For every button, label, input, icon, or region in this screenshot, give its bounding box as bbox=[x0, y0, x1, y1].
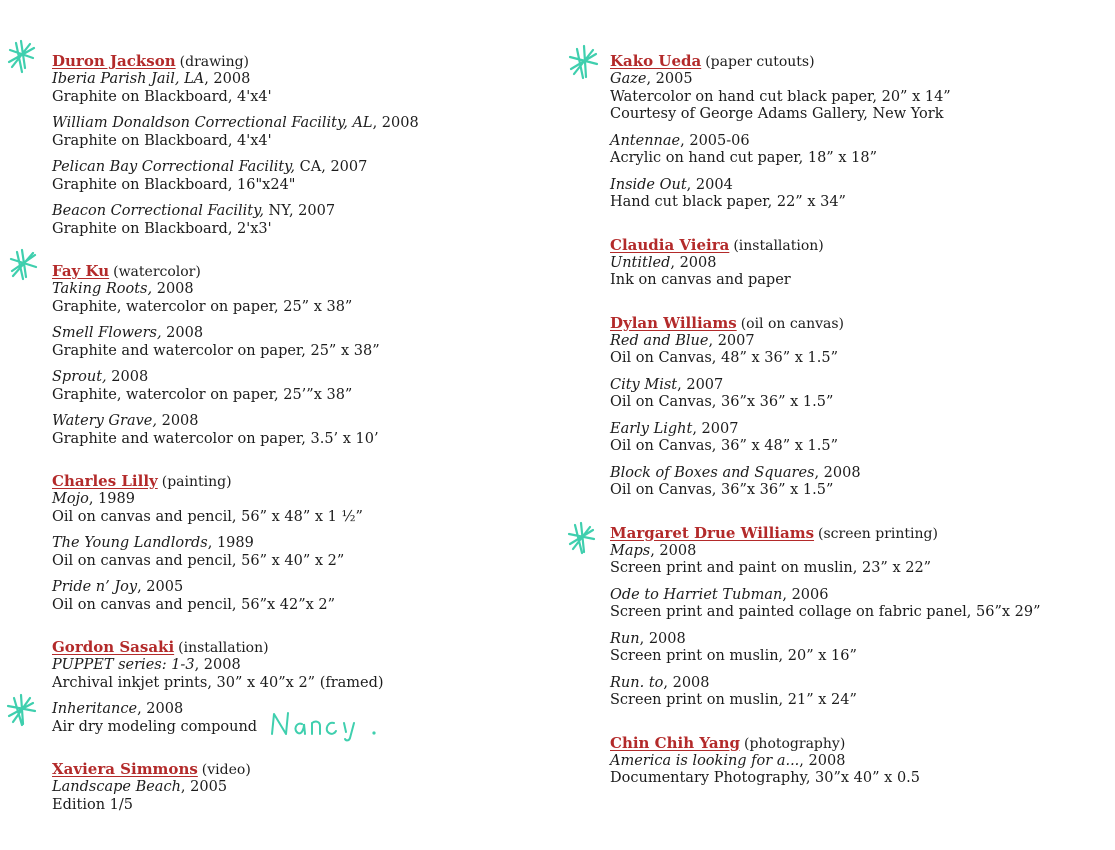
artwork-entry bbox=[52, 369, 552, 404]
artist-medium: (installation) bbox=[733, 237, 824, 254]
artwork-title: Landscape Beach bbox=[52, 779, 181, 795]
artwork-title: Red and Blue bbox=[610, 332, 709, 349]
artwork-entry bbox=[610, 675, 1090, 710]
artwork-details: Oil on Canvas, 36”x 36” x 1.5” bbox=[610, 394, 834, 410]
artwork-title: Sprout, bbox=[52, 369, 107, 385]
artist-entry bbox=[610, 236, 1090, 290]
artwork-entry bbox=[610, 421, 1090, 456]
artist-medium: (paper cutouts) bbox=[705, 54, 815, 70]
artist-heading bbox=[52, 52, 552, 71]
artist-heading bbox=[52, 760, 552, 779]
star-mark-duron-jackson bbox=[4, 38, 38, 74]
artwork-title: Run bbox=[610, 630, 640, 647]
artwork-entry bbox=[52, 281, 552, 316]
artist-works bbox=[610, 255, 1090, 290]
artwork-details: Watercolor on hand cut black paper, 20” x 14” bbox=[610, 88, 951, 105]
artist-medium: (drawing) bbox=[179, 54, 250, 70]
artwork-title: Gaze bbox=[610, 71, 647, 87]
artist-works bbox=[610, 753, 1090, 788]
artwork-year: 2008 bbox=[152, 281, 194, 297]
artwork-year: , 2005 bbox=[137, 579, 184, 595]
artist-name: Gordon Sasaki bbox=[52, 638, 175, 656]
artwork-title: Iberia Parish Jail, LA bbox=[52, 71, 205, 87]
artist-name: Kako Ueda bbox=[610, 52, 702, 70]
artwork-title: Block of Boxes and Squares bbox=[610, 464, 815, 481]
artist-works bbox=[610, 333, 1090, 500]
artist-works bbox=[610, 543, 1090, 710]
artwork-entry bbox=[52, 71, 552, 106]
artwork-details: Archival inkjet prints, 30” x 40”x 2” (framed) bbox=[52, 674, 384, 691]
artist-medium: (oil on canvas) bbox=[740, 315, 844, 332]
artwork-entry bbox=[52, 491, 552, 526]
artwork-details: Oil on canvas and pencil, 56” x 40” x 2” bbox=[52, 552, 345, 569]
artwork-title: Early Light bbox=[610, 420, 693, 437]
artist-entry bbox=[52, 760, 552, 814]
artwork-title: Untitled bbox=[610, 254, 671, 271]
artwork-title: Maps bbox=[610, 542, 651, 559]
artwork-details: Screen print and paint on muslin, 23” x 22” bbox=[610, 560, 932, 576]
star-mark-inheritance bbox=[4, 692, 38, 728]
artwork-details: Graphite on Blackboard, 16"x24" bbox=[52, 176, 296, 193]
artist-name: Dylan Williams bbox=[610, 313, 737, 332]
artwork-year: 2008 bbox=[161, 325, 204, 341]
artwork-year: , 1989 bbox=[207, 535, 254, 551]
artwork-entry bbox=[610, 71, 1090, 124]
artwork-details: Edition 1/5 bbox=[52, 796, 133, 813]
artwork-entry bbox=[52, 579, 552, 614]
artwork-details: Documentary Photography, 30”x 40” x 0.5 bbox=[610, 770, 921, 786]
artwork-year: , 2005-06 bbox=[680, 132, 750, 149]
artist-heading bbox=[52, 472, 552, 491]
artwork-title: William Donaldson Correctional Facility, AL bbox=[52, 115, 373, 131]
artwork-details: Screen print on muslin, 20” x 16” bbox=[610, 648, 857, 664]
artwork-year: NY, 2007 bbox=[263, 203, 336, 219]
artwork-details: Oil on Canvas, 48” x 36” x 1.5” bbox=[610, 350, 839, 366]
artwork-year: , 2007 bbox=[677, 376, 724, 393]
artwork-year: 2008 bbox=[156, 413, 199, 429]
artwork-title: PUPPET series: 1-3 bbox=[52, 657, 195, 673]
artwork-year: , 2007 bbox=[692, 420, 739, 437]
artwork-year: , 2008 bbox=[204, 71, 251, 87]
artwork-title: Ode to Harriet Tubman bbox=[610, 586, 783, 603]
artist-entry bbox=[610, 52, 1090, 212]
artwork-details: Ink on canvas and paper bbox=[610, 272, 791, 288]
artwork-entry bbox=[610, 133, 1090, 168]
artist-works bbox=[610, 71, 1090, 212]
artwork-entry bbox=[610, 255, 1090, 290]
artwork-year: , 2005 bbox=[646, 71, 693, 87]
artist-heading bbox=[610, 734, 1090, 753]
artist-name: Charles Lilly bbox=[52, 472, 158, 490]
artist-medium: (painting) bbox=[161, 474, 232, 490]
artwork-details: Screen print and painted collage on fabric panel, 56”x 29” bbox=[610, 604, 1041, 620]
artwork-title: Pelican Bay Correctional Facility, bbox=[52, 159, 296, 175]
artwork-entry bbox=[610, 753, 1090, 788]
artwork-entry bbox=[52, 779, 552, 814]
artist-name: Margaret Drue Williams bbox=[610, 523, 815, 542]
artwork-details: Graphite and watercolor on paper, 3.5’ x 10’ bbox=[52, 430, 379, 447]
artwork-year: , 2008 bbox=[137, 701, 184, 717]
artist-medium: (watercolor) bbox=[113, 264, 201, 280]
artwork-details: Air dry modeling compound bbox=[52, 718, 258, 735]
artwork-year: , 2008 bbox=[663, 674, 710, 691]
artwork-title: Antennae bbox=[610, 132, 681, 149]
artwork-title: Smell Flowers, bbox=[52, 325, 162, 341]
artwork-title: Watery Grave, bbox=[52, 413, 157, 429]
artwork-title: Pride n’ Joy bbox=[52, 579, 138, 595]
artwork-details: Oil on canvas and pencil, 56”x 42”x 2” bbox=[52, 596, 336, 613]
artwork-details: Acrylic on hand cut paper, 18” x 18” bbox=[610, 150, 877, 166]
artwork-year: , 2005 bbox=[180, 779, 228, 795]
artwork-year: , 2007 bbox=[708, 332, 755, 349]
handwritten-note bbox=[268, 708, 388, 742]
artist-medium: (screen printing) bbox=[818, 525, 938, 542]
artwork-details: Oil on Canvas, 36”x 36” x 1.5” bbox=[610, 482, 834, 498]
artist-entry bbox=[610, 524, 1090, 710]
artist-name: Xaviera Simmons bbox=[52, 760, 198, 778]
artist-heading bbox=[610, 236, 1090, 255]
artwork-entry bbox=[52, 413, 552, 448]
artwork-details: Graphite, watercolor on paper, 25” x 38” bbox=[52, 298, 353, 315]
artwork-entry bbox=[610, 177, 1090, 212]
artist-heading bbox=[610, 314, 1090, 333]
artist-works bbox=[52, 281, 552, 448]
artist-heading bbox=[52, 262, 552, 281]
artwork-details: Oil on Canvas, 36” x 48” x 1.5” bbox=[610, 438, 839, 454]
artist-entry bbox=[52, 262, 552, 448]
artwork-details: Screen print on muslin, 21” x 24” bbox=[610, 692, 857, 708]
artwork-year: , 1989 bbox=[88, 491, 135, 507]
artwork-credit: Courtesy of George Adams Gallery, New York bbox=[610, 106, 944, 122]
artwork-entry bbox=[610, 543, 1090, 578]
artist-medium: (video) bbox=[201, 762, 251, 778]
artwork-title: Taking Roots, bbox=[52, 281, 153, 297]
star-mark-fay-ku bbox=[6, 246, 40, 282]
artwork-year: , 2008 bbox=[194, 657, 241, 673]
artist-entry bbox=[52, 472, 552, 614]
artwork-details: Graphite on Blackboard, 2'x3' bbox=[52, 220, 272, 237]
artist-name: Fay Ku bbox=[52, 262, 110, 280]
artist-entry bbox=[610, 734, 1090, 788]
artwork-year: , 2008 bbox=[639, 630, 686, 647]
artwork-details: Graphite on Blackboard, 4'x4' bbox=[52, 88, 272, 105]
artist-name: Duron Jackson bbox=[52, 52, 176, 70]
artwork-title: City Mist bbox=[610, 376, 678, 393]
artwork-entry bbox=[610, 377, 1090, 412]
artwork-entry bbox=[52, 115, 552, 150]
artwork-entry bbox=[610, 333, 1090, 368]
artist-name: Claudia Vieira bbox=[610, 235, 730, 254]
artist-name: Chin Chih Yang bbox=[610, 733, 740, 752]
artwork-entry bbox=[52, 535, 552, 570]
artist-entry bbox=[52, 52, 552, 238]
artist-works bbox=[52, 491, 552, 614]
artwork-year: , 2008 bbox=[799, 752, 846, 769]
artwork-entry bbox=[52, 203, 552, 238]
artwork-year: , 2008 bbox=[814, 464, 861, 481]
artwork-title: Run. to bbox=[610, 674, 664, 691]
artwork-title: America is looking for a... bbox=[610, 752, 800, 769]
artwork-entry bbox=[52, 657, 552, 692]
artist-medium: (installation) bbox=[178, 640, 269, 656]
artist-medium: (photography) bbox=[744, 735, 846, 752]
artwork-year: , 2004 bbox=[686, 176, 733, 193]
artwork-year: , 2008 bbox=[650, 542, 697, 559]
artwork-entry bbox=[610, 587, 1090, 622]
right-column bbox=[610, 52, 1090, 812]
artwork-entry bbox=[52, 159, 552, 194]
artwork-title: Inheritance bbox=[52, 701, 138, 717]
artwork-entry bbox=[610, 631, 1090, 666]
artist-entry bbox=[610, 314, 1090, 500]
artwork-year: CA, 2007 bbox=[295, 159, 368, 175]
artwork-year: 2008 bbox=[106, 369, 149, 385]
artist-works bbox=[52, 779, 552, 814]
artwork-title: Beacon Correctional Facility, bbox=[52, 203, 264, 219]
artwork-details: Hand cut black paper, 22” x 34” bbox=[610, 194, 846, 210]
artwork-year: , 2006 bbox=[782, 586, 829, 603]
artwork-details: Graphite, watercolor on paper, 25’”x 38” bbox=[52, 386, 353, 403]
artwork-details: Oil on canvas and pencil, 56” x 48” x 1 ½” bbox=[52, 508, 363, 525]
star-mark-margaret-drue-williams bbox=[564, 520, 598, 556]
artwork-details: Graphite and watercolor on paper, 25” x 38” bbox=[52, 342, 380, 359]
artwork-year: , 2008 bbox=[670, 254, 717, 271]
artist-heading bbox=[52, 638, 552, 657]
star-mark-kako-ueda bbox=[566, 44, 600, 80]
artwork-title: Inside Out bbox=[610, 176, 687, 193]
artwork-details: Graphite on Blackboard, 4'x4' bbox=[52, 132, 272, 149]
artwork-entry bbox=[610, 465, 1090, 500]
artist-heading bbox=[610, 524, 1090, 543]
artist-heading bbox=[610, 52, 1090, 71]
artwork-year: , 2008 bbox=[372, 115, 419, 131]
artist-works bbox=[52, 71, 552, 238]
artwork-title: The Young Landlords bbox=[52, 535, 208, 551]
artwork-title: Mojo bbox=[52, 491, 89, 507]
artwork-entry bbox=[52, 325, 552, 360]
